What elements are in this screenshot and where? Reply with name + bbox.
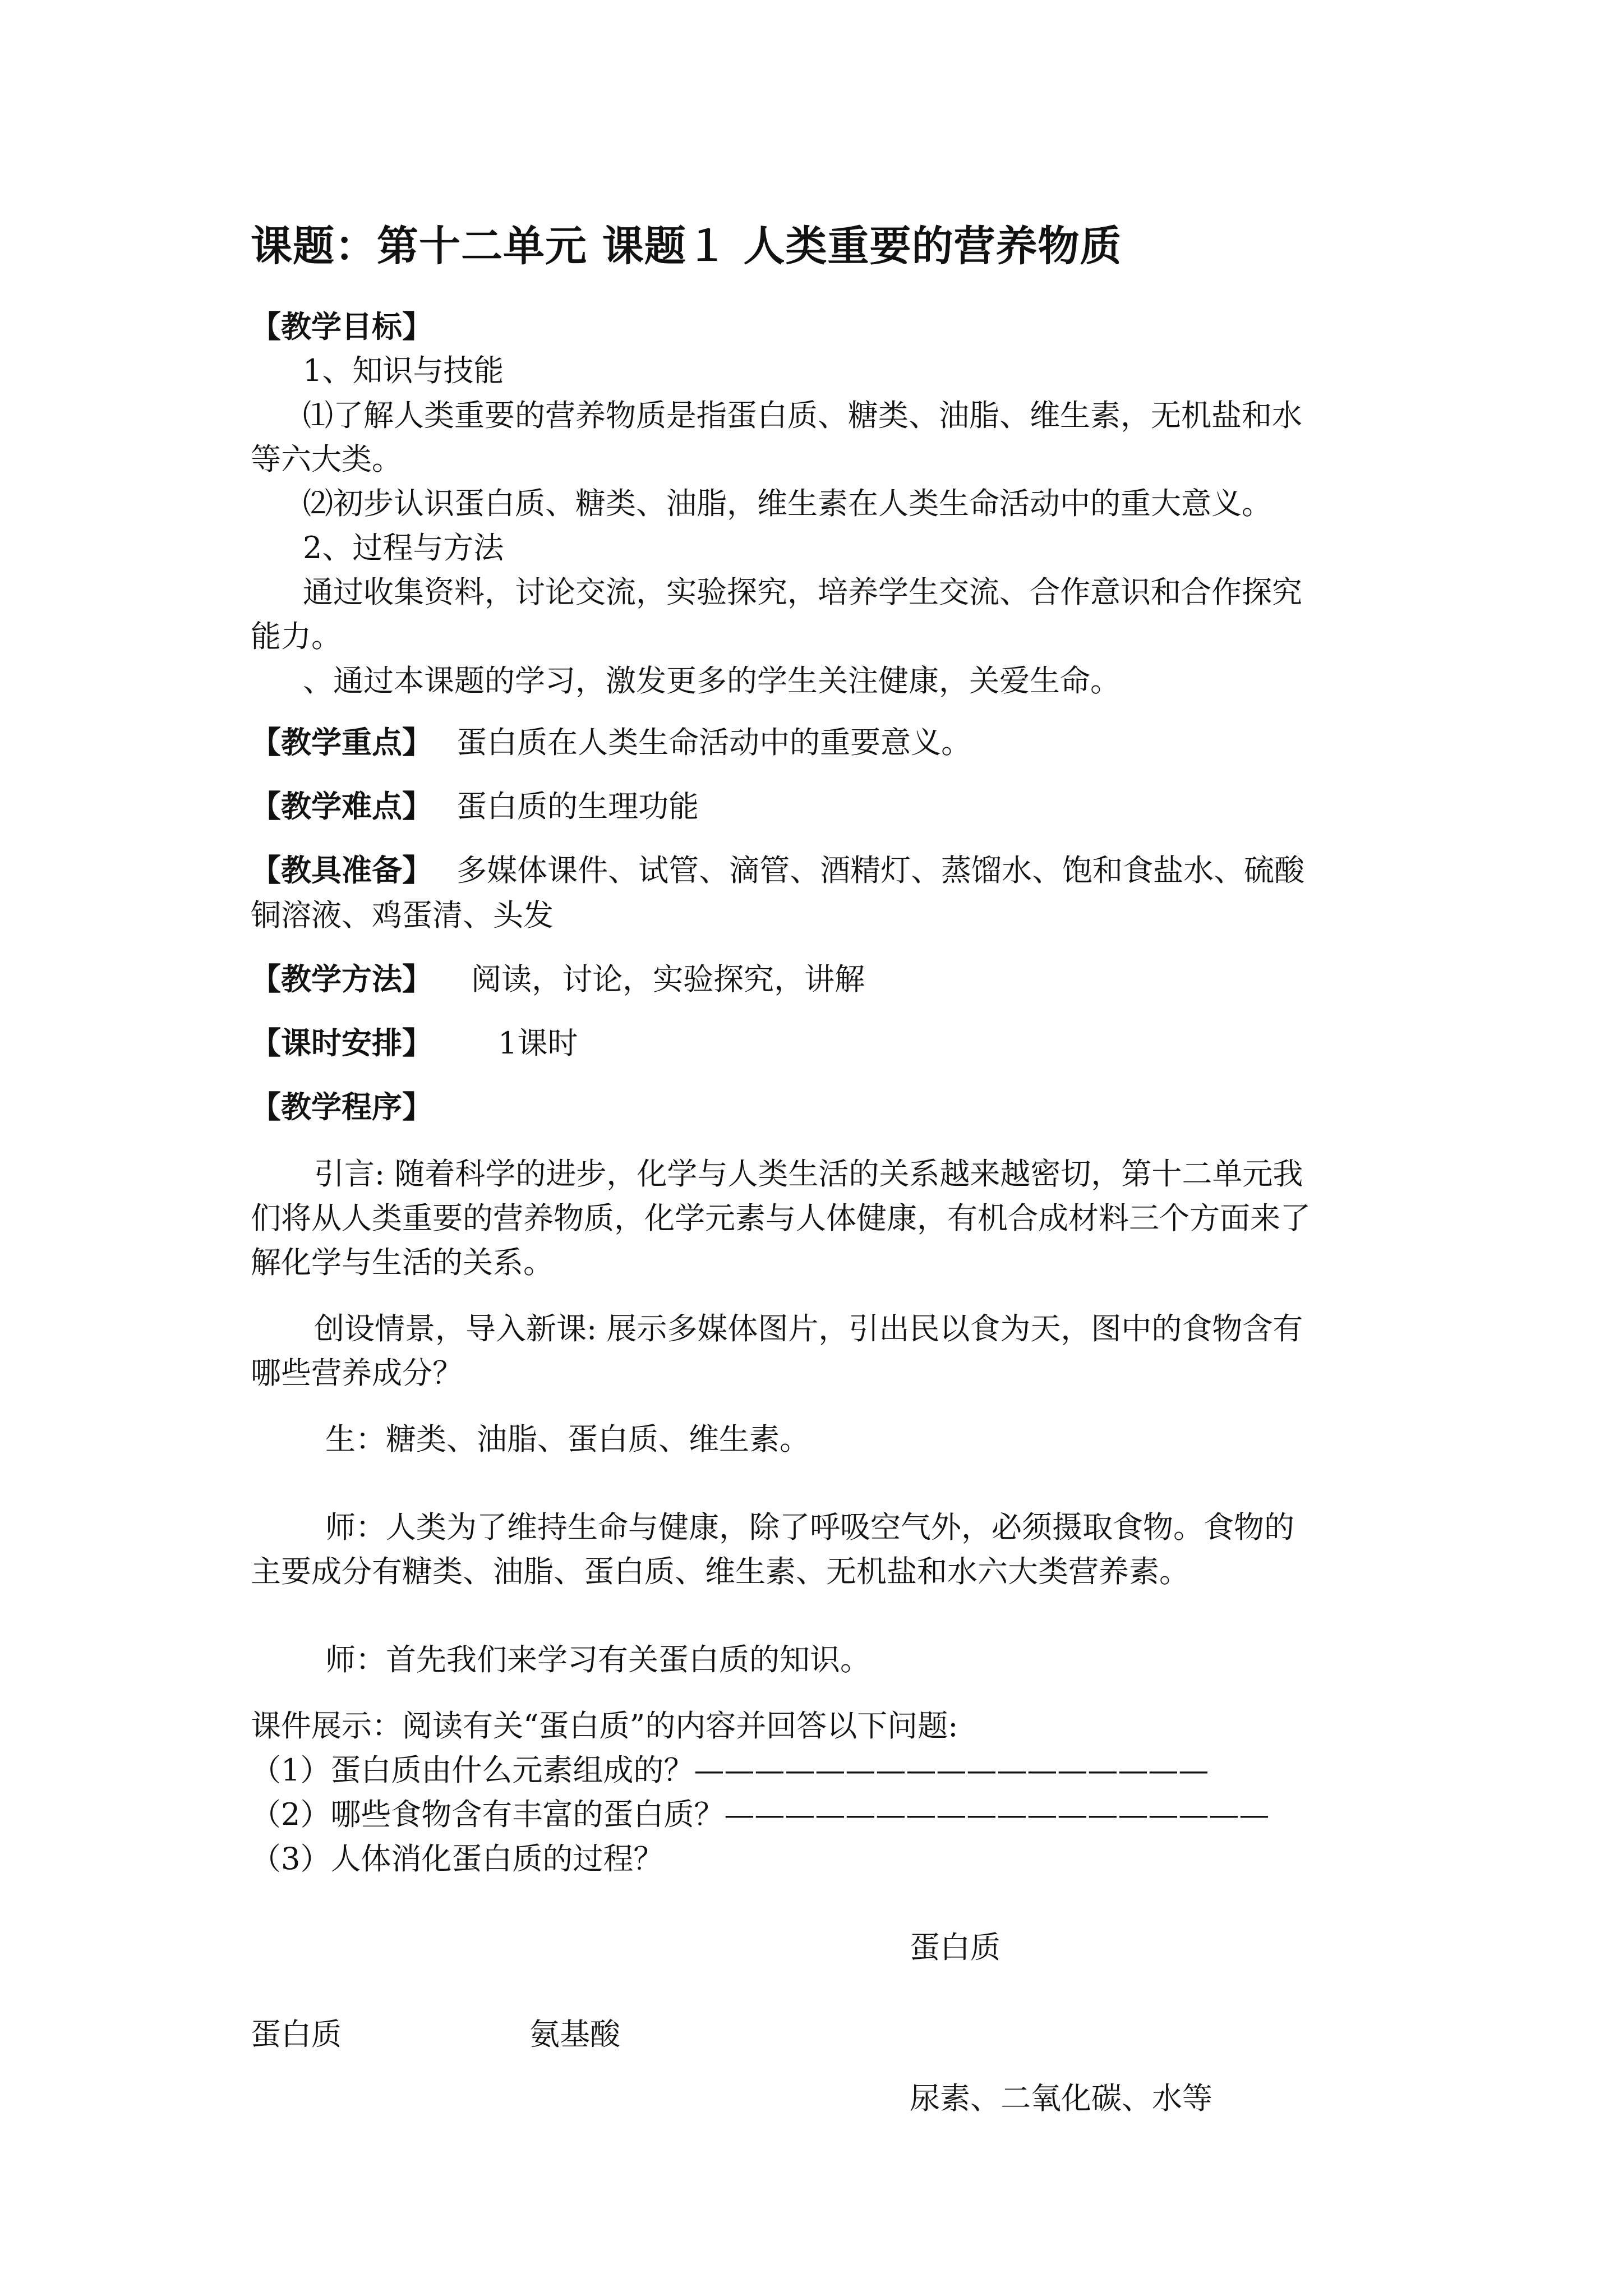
process-methods-heading: 2、过程与方法 xyxy=(303,530,504,565)
schedule-label: 【课时安排】 xyxy=(251,1025,432,1061)
diagram-products: 尿素、二氧化碳、水等 xyxy=(910,2081,1212,2116)
teacher-statement-line-1: 师：人类为了维持生命与健康，除了呼吸空气外，必须摄取食物。食物的 xyxy=(325,1510,1294,1545)
diagram-protein-top: 蛋白质 xyxy=(910,1930,1000,1965)
knowledge-skills-heading: 1、知识与技能 xyxy=(303,353,504,388)
objective-1-line-2: 等六大类。 xyxy=(251,441,402,477)
scene-line-2: 哪些营养成分？ xyxy=(251,1355,463,1391)
intro-line-1: 引言: 随着科学的进步，化学与人类生活的关系越来越密切，第十二单元我 xyxy=(314,1156,1303,1191)
materials-row xyxy=(251,848,1304,893)
question-1: （1）蛋白质由什么元素组成的？————————————————— xyxy=(251,1752,1209,1788)
materials-line-1: 多媒体课件、试管、滴管、酒精灯、蒸馏水、饱和食盐水、硫酸 xyxy=(457,853,1305,888)
procedure-heading: 【教学程序】 xyxy=(251,1089,432,1125)
question-2: （2）哪些食物含有丰富的蛋白质？—————————————————— xyxy=(251,1797,1270,1832)
method-label: 【教学方法】 xyxy=(251,961,432,997)
difficulty-row xyxy=(251,784,699,829)
attitude-objective: 、通过本课题的学习，激发更多的学生关注健康，关爱生命。 xyxy=(303,663,1121,698)
key-point-text: 蛋白质在人类生命活动中的重要意义。 xyxy=(457,725,972,760)
key-point-label: 【教学重点】 xyxy=(251,724,432,760)
diagram-amino-acid: 氨基酸 xyxy=(529,2017,620,2052)
difficulty-label: 【教学难点】 xyxy=(251,788,432,824)
objectives-heading: 【教学目标】 xyxy=(251,309,432,344)
courseware-prompt: 课件展示：阅读有关“蛋白质”的内容并回答以下问题: xyxy=(251,1708,958,1743)
diagram-protein-left: 蛋白质 xyxy=(251,2017,342,2052)
scene-line-1: 创设情景，导入新课: 展示多媒体图片，引出民以食为天，图中的食物含有 xyxy=(314,1311,1303,1346)
student-answer: 生：糖类、油脂、蛋白质、维生素。 xyxy=(325,1421,810,1457)
difficulty-text: 蛋白质的生理功能 xyxy=(457,789,699,824)
process-methods-line-1: 通过收集资料，讨论交流，实验探究，培养学生交流、合作意识和合作探究 xyxy=(303,574,1302,610)
objective-1-line-1: ⑴了解人类重要的营养物质是指蛋白质、糖类、油脂、维生素，无机盐和水 xyxy=(303,398,1302,433)
materials-line-2: 铜溶液、鸡蛋清、头发 xyxy=(251,898,554,933)
page-title: 课题：第十二单元 课题１ 人类重要的营养物质 xyxy=(251,222,1122,270)
intro-line-2: 们将从人类重要的营养物质，化学元素与人体健康，有机合成材料三个方面来了 xyxy=(251,1200,1311,1236)
materials-label: 【教具准备】 xyxy=(251,852,432,888)
schedule-row xyxy=(251,1020,578,1066)
teacher-statement-line-2: 主要成分有糖类、油脂、蛋白质、维生素、无机盐和水六大类营养素。 xyxy=(251,1554,1189,1589)
method-row xyxy=(251,956,865,1002)
key-point-row xyxy=(251,720,971,765)
objective-2: ⑵初步认识蛋白质、糖类、油脂，维生素在人类生命活动中的重大意义。 xyxy=(303,486,1272,521)
process-methods-line-2: 能力。 xyxy=(251,619,342,654)
question-3: （3）人体消化蛋白质的过程？ xyxy=(251,1841,664,1876)
method-text: 阅读，讨论，实验探究，讲解 xyxy=(471,961,865,997)
teacher-statement-2: 师：首先我们来学习有关蛋白质的知识。 xyxy=(325,1642,870,1677)
intro-line-3: 解化学与生活的关系。 xyxy=(251,1245,554,1280)
schedule-text: 1课时 xyxy=(498,1025,578,1061)
